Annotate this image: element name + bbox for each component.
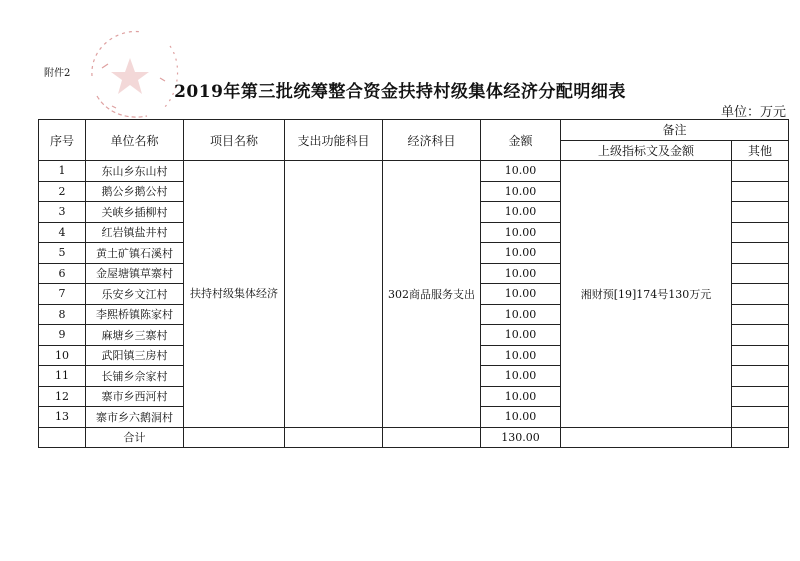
row-unit: 乐安乡文江村 xyxy=(86,284,184,305)
row-other xyxy=(732,202,789,223)
total-function-empty xyxy=(285,427,383,448)
row-other xyxy=(732,407,789,428)
row-seq: 4 xyxy=(39,222,86,243)
row-amount: 10.00 xyxy=(481,222,561,243)
page-title: 2019年第三批统筹整合资金扶持村级集体经济分配明细表 xyxy=(174,82,626,102)
row-unit: 红岩镇盐井村 xyxy=(86,222,184,243)
total-row xyxy=(39,427,789,448)
total-seq-empty xyxy=(39,427,86,448)
row-other xyxy=(732,304,789,325)
row-seq: 12 xyxy=(39,386,86,407)
row-seq: 8 xyxy=(39,304,86,325)
official-seal-stamp xyxy=(72,18,192,128)
row-unit: 黄土矿镇石溪村 xyxy=(86,243,184,264)
row-other xyxy=(732,161,789,182)
row-amount: 10.00 xyxy=(481,202,561,223)
row-amount: 10.00 xyxy=(481,243,561,264)
row-other xyxy=(732,243,789,264)
row-other xyxy=(732,284,789,305)
row-other xyxy=(732,181,789,202)
row-other xyxy=(732,325,789,346)
header-seq: 序号 xyxy=(39,120,86,161)
row-amount: 10.00 xyxy=(481,386,561,407)
table-row xyxy=(39,161,789,182)
row-unit: 寨市乡六鹅洞村 xyxy=(86,407,184,428)
row-amount: 10.00 xyxy=(481,407,561,428)
row-unit: 李熙桥镇陈家村 xyxy=(86,304,184,325)
row-unit: 关峡乡插柳村 xyxy=(86,202,184,223)
row-other xyxy=(732,263,789,284)
row-other xyxy=(732,366,789,387)
row-unit: 武阳镇三房村 xyxy=(86,345,184,366)
row-unit: 麻塘乡三寨村 xyxy=(86,325,184,346)
header-superior-doc: 上级指标文及金额 xyxy=(561,140,732,161)
header-project: 项目名称 xyxy=(184,120,285,161)
row-amount: 10.00 xyxy=(481,304,561,325)
row-amount: 10.00 xyxy=(481,263,561,284)
row-other xyxy=(732,222,789,243)
row-other xyxy=(732,386,789,407)
total-amount: 130.00 xyxy=(481,427,561,448)
row-unit: 金屋塘镇草寨村 xyxy=(86,263,184,284)
row-seq: 13 xyxy=(39,407,86,428)
row-seq: 11 xyxy=(39,366,86,387)
header-other: 其他 xyxy=(732,140,789,161)
total-economic-empty xyxy=(383,427,481,448)
row-amount: 10.00 xyxy=(481,345,561,366)
row-seq: 10 xyxy=(39,345,86,366)
row-seq: 1 xyxy=(39,161,86,182)
merged-function-subject xyxy=(285,161,383,428)
row-seq: 2 xyxy=(39,181,86,202)
total-superior-empty xyxy=(561,427,732,448)
row-seq: 6 xyxy=(39,263,86,284)
row-unit: 长铺乡佘家村 xyxy=(86,366,184,387)
row-seq: 9 xyxy=(39,325,86,346)
row-amount: 10.00 xyxy=(481,181,561,202)
total-other-empty xyxy=(732,427,789,448)
header-remarks: 备注 xyxy=(561,120,789,141)
row-amount: 10.00 xyxy=(481,325,561,346)
header-function-subject: 支出功能科目 xyxy=(285,120,383,161)
row-unit: 东山乡东山村 xyxy=(86,161,184,182)
row-amount: 10.00 xyxy=(481,366,561,387)
row-seq: 7 xyxy=(39,284,86,305)
total-label: 合计 xyxy=(86,427,184,448)
unit-label: 单位：万元 xyxy=(720,105,786,120)
merged-economic-subject: 302商品服务支出 xyxy=(383,161,481,428)
header-amount: 金额 xyxy=(481,120,561,161)
row-seq: 3 xyxy=(39,202,86,223)
attachment-label: 附件2 xyxy=(44,68,71,79)
row-unit: 寨市乡西河村 xyxy=(86,386,184,407)
row-seq: 5 xyxy=(39,243,86,264)
row-unit: 鹅公乡鹅公村 xyxy=(86,181,184,202)
total-project-empty xyxy=(184,427,285,448)
merged-project: 扶持村级集体经济 xyxy=(184,161,285,428)
row-amount: 10.00 xyxy=(481,284,561,305)
merged-superior-doc: 湘财预[19]174号130万元 xyxy=(561,161,732,428)
header-unit-name: 单位名称 xyxy=(86,120,184,161)
row-amount: 10.00 xyxy=(481,161,561,182)
allocation-table xyxy=(38,119,789,448)
row-other xyxy=(732,345,789,366)
header-economic-subject: 经济科目 xyxy=(383,120,481,161)
